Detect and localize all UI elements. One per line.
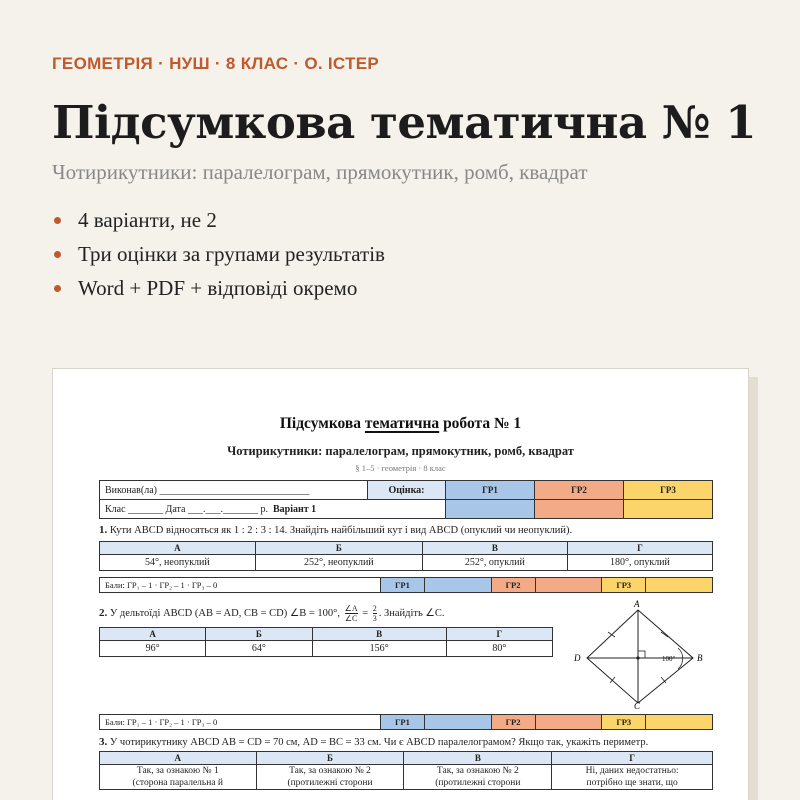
option-letter: Г [446, 628, 552, 641]
vertex-label: D [574, 653, 581, 663]
feature-list [54, 203, 385, 305]
course-eyebrow: ГЕОМЕТРІЯ · НУШ · 8 КЛАС · О. ІСТЕР [52, 54, 380, 73]
grade-label: Оцінка: [368, 481, 446, 500]
option-answer: 252°, неопуклий [255, 555, 422, 571]
score-group-2: ГР2 [491, 578, 535, 593]
vertex-label: B [697, 653, 703, 663]
angle-ratio: $\frac{\angle A}{\angle C}$ [344, 604, 358, 623]
option-answer: Так, за ознакою № 1 (сторона паралельна й [100, 765, 257, 790]
bullet-dot-icon [54, 217, 61, 224]
feature-item [54, 271, 385, 305]
feature-text: 4 варіанти, не 2 [78, 207, 217, 232]
performer-field: Виконав(ла) ______________________________ [100, 481, 368, 500]
question-3-answers [99, 751, 713, 790]
question-2-answers [99, 627, 553, 657]
question-1-answers [99, 541, 713, 571]
option-letter: Г [552, 752, 713, 765]
option-letter: Б [255, 542, 422, 555]
vertex-label: A [634, 599, 640, 609]
option-letter: В [404, 752, 552, 765]
score-group-1: ГР1 [380, 578, 424, 593]
option-answer: Так, за ознакою № 2 (протилежні сторони [404, 765, 552, 790]
option-answer: 54°, неопуклий [100, 555, 256, 571]
score-group-1-cell [424, 578, 491, 593]
option-letter: А [100, 628, 206, 641]
option-answer: 96° [100, 641, 206, 657]
group-3-header: ГР3 [624, 481, 713, 500]
option-letter: А [100, 542, 256, 555]
worksheet-paragraphs: § 1–5 · геометрія · 8 клас [355, 463, 446, 473]
option-answer: Ні, даних недостатньо: потрібно ще знати, що [552, 765, 713, 790]
group-2-header: ГР2 [535, 481, 624, 500]
kite-figure [570, 597, 720, 709]
score-group-2-cell [535, 715, 602, 730]
option-answer: 180°, опуклий [567, 555, 712, 571]
question-3: 3. У чотирикутнику ABCD AB = CD = 70 см, AD = BC = 33 см. Чи є ABCD паралелограмом? Якщо так, укажіть периметр. [99, 736, 649, 748]
group-3-score-cell [624, 500, 713, 519]
score-group-3-cell [646, 578, 713, 593]
option-letter: Б [206, 628, 312, 641]
bullet-dot-icon [54, 285, 61, 292]
student-info-table [99, 480, 713, 519]
option-answer: 156° [312, 641, 446, 657]
question-1: 1. Кути ABCD відносяться як 1 : 2 : 3 : 14. Знайдіть найбільший кут і вид ABCD (опуклий чи неопуклий). [99, 524, 573, 536]
class-date-field: Клас _______ Дата ___.___._______ р. Варіант 1 [100, 500, 446, 519]
score-label: Бали: ГР₁ – 1 · ГР₂ – 1 · ГР₃ – 0 [100, 715, 381, 730]
score-group-3: ГР3 [602, 715, 646, 730]
score-group-1-cell [424, 715, 491, 730]
option-answer: 80° [446, 641, 552, 657]
feature-text: Три оцінки за групами результатів [78, 241, 385, 266]
feature-item [54, 237, 385, 271]
bullet-dot-icon [54, 251, 61, 258]
score-group-3-cell [646, 715, 713, 730]
option-answer: Так, за ознакою № 2 (протилежні сторони [256, 765, 404, 790]
worksheet-preview [52, 368, 749, 800]
worksheet-subtitle: Чотирикутники: паралелограм, прямокутник, ромб, квадрат [227, 444, 574, 458]
score-group-1: ГР1 [380, 715, 424, 730]
score-group-3: ГР3 [602, 578, 646, 593]
option-answer: 64° [206, 641, 312, 657]
worksheet-title: Підсумкова тематична робота № 1 [279, 415, 522, 432]
option-letter: В [422, 542, 567, 555]
option-letter: А [100, 752, 257, 765]
group-1-header: ГР1 [446, 481, 535, 500]
option-answer: 252°, опуклий [422, 555, 567, 571]
page-subtitle: Чотирикутники: паралелограм, прямокутник, ромб, квадрат [52, 160, 588, 184]
option-letter: В [312, 628, 446, 641]
score-group-2-cell [535, 578, 602, 593]
score-row-1 [99, 577, 713, 593]
group-1-score-cell [446, 500, 535, 519]
feature-text: Word + PDF + відповіді окремо [78, 275, 358, 300]
vertex-label: C [634, 701, 641, 709]
angle-label: 100° [662, 655, 676, 663]
option-letter: Б [256, 752, 404, 765]
question-2: 2. У дельтоїді ABCD (AB = AD, CB = CD) ∠B = 100°, $\frac{\angle A}{\angle C}$ = $\frac{2}{3}$ . Знайдіть ∠C. [99, 604, 445, 623]
feature-item [54, 203, 385, 237]
group-2-score-cell [535, 500, 624, 519]
score-label: Бали: ГР₁ – 1 · ГР₂ – 1 · ГР₃ – 0 [100, 578, 381, 593]
score-group-2: ГР2 [491, 715, 535, 730]
page-title: Підсумкова тематична № 1 [52, 96, 757, 149]
score-row-2 [99, 714, 713, 730]
ratio-value: $\frac{2}{3}$ [372, 604, 377, 623]
option-letter: Г [567, 542, 712, 555]
